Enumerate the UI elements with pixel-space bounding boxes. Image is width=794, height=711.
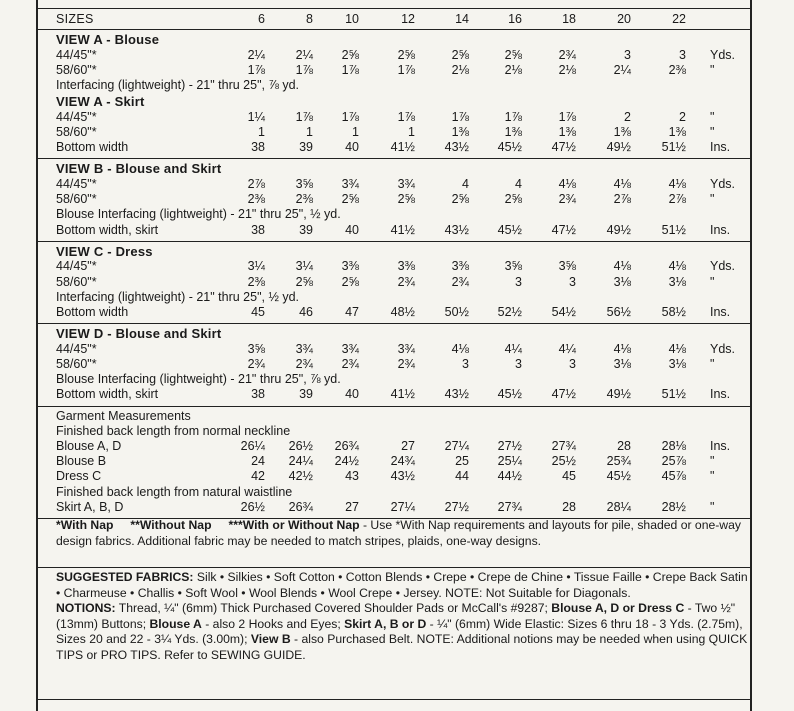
value-cell: 2⅞ (613, 192, 631, 207)
value-cell: 3⅜ (451, 259, 469, 274)
value-cell: 4⅛ (613, 341, 631, 356)
value-cell: 40 (345, 140, 359, 155)
value-cell: 2⅝ (341, 274, 359, 289)
value-cell: 1⅜ (558, 125, 576, 139)
value-cell: 3¾ (397, 341, 415, 356)
unit-label: Ins. (710, 305, 731, 319)
value-cell: 4⅛ (613, 177, 631, 191)
row-label: Garment Measurements (56, 408, 191, 423)
unit-label: " (710, 357, 715, 371)
size-header: 18 (562, 12, 576, 26)
size-header: 6 (258, 12, 265, 26)
value-cell: 3⅝ (247, 341, 265, 356)
section-title: VIEW B - Blouse and Skirt (56, 161, 222, 177)
value-cell: 1⅞ (341, 62, 359, 77)
size-header: 22 (672, 12, 686, 26)
value-cell: 25 (455, 454, 469, 469)
value-cell: 27 (401, 439, 415, 453)
value-cell: 4¼ (558, 341, 576, 356)
value-cell: 25½ (551, 454, 576, 469)
value-cell: 28 (562, 499, 576, 514)
value-cell: 2⅜ (668, 62, 686, 77)
value-cell: 2⅛ (504, 62, 522, 77)
value-cell: 2¾ (558, 192, 576, 207)
value-cell: 2¾ (341, 357, 359, 371)
value-cell: 3⅝ (295, 177, 313, 191)
value-cell: 26½ (240, 499, 265, 514)
value-cell: 28½ (661, 499, 686, 514)
value-cell: 3¾ (341, 341, 359, 356)
value-cell: 1⅞ (504, 109, 522, 124)
value-cell: 45⅞ (661, 469, 686, 484)
value-cell: 27¾ (497, 499, 522, 514)
value-cell: 26¾ (334, 439, 359, 453)
value-cell: 3¾ (295, 341, 313, 356)
divider (38, 323, 752, 324)
value-cell: 43½ (390, 469, 415, 484)
value-cell: 38 (251, 222, 265, 237)
value-cell: 2⅛ (451, 62, 469, 77)
value-cell: 3 (515, 357, 522, 371)
size-header: 20 (617, 12, 631, 26)
unit-label: Ins. (710, 439, 731, 453)
value-cell: 3¾ (397, 177, 415, 191)
value-cell: 24¾ (390, 454, 415, 469)
value-cell: 3⅛ (613, 357, 631, 371)
value-cell: 28¼ (606, 499, 631, 514)
value-cell: 28 (617, 439, 631, 453)
row-label: 58/60"* (56, 357, 97, 371)
value-cell: 3⅜ (341, 259, 359, 274)
notions-text-5: - also Purchased Belt. NOTE: Additional notions may be needed when using QUICK TIPS or PRO TIPS. Refer to SEWING GUIDE. (56, 632, 748, 662)
notions-text-2: - Two ½" (13mm) Buttons; (56, 601, 736, 631)
value-cell: 39 (299, 222, 313, 237)
value-cell: 48½ (390, 305, 415, 319)
value-cell: 2⅝ (504, 47, 522, 62)
with-or-without-nap-label: ***With or Without Nap (228, 518, 360, 532)
value-cell: 2⅝ (341, 47, 359, 62)
value-cell: 1 (352, 125, 359, 139)
value-cell: 3⅜ (397, 259, 415, 274)
value-cell: 3¼ (295, 259, 313, 274)
value-cell: 49½ (606, 140, 631, 155)
unit-label: " (710, 62, 715, 77)
value-cell: 3⅝ (504, 259, 522, 274)
value-cell: 4 (515, 177, 522, 191)
value-cell: 2 (624, 109, 631, 124)
section-title: VIEW D - Blouse and Skirt (56, 326, 222, 342)
value-cell: 52½ (497, 305, 522, 319)
value-cell: 42 (251, 469, 265, 484)
value-cell: 2⅝ (451, 47, 469, 62)
value-cell: 49½ (606, 387, 631, 402)
value-cell: 2⅜ (295, 192, 313, 207)
value-cell: 27¼ (444, 439, 469, 453)
row-label: Finished back length from normal neckline (56, 423, 291, 438)
value-cell: 2⅞ (247, 177, 265, 191)
value-cell: 4 (462, 177, 469, 191)
sizes-label: SIZES (56, 12, 94, 26)
value-cell: 39 (299, 387, 313, 402)
value-cell: 27½ (497, 439, 522, 453)
value-cell: 2⅜ (247, 192, 265, 207)
value-cell: 4⅛ (668, 177, 686, 191)
value-cell: 2¼ (247, 47, 265, 62)
value-cell: 42½ (288, 469, 313, 484)
value-cell: 4⅛ (451, 341, 469, 356)
value-cell: 1⅞ (295, 109, 313, 124)
value-cell: 47 (345, 305, 359, 319)
row-label: 58/60"* (56, 125, 97, 139)
value-cell: 41½ (390, 387, 415, 402)
value-cell: 44½ (497, 469, 522, 484)
value-cell: 56½ (606, 305, 631, 319)
notions-bold-3: Skirt A, B or D (344, 616, 427, 631)
value-cell: 3 (515, 274, 522, 289)
value-cell: 2¾ (247, 357, 265, 371)
without-nap-label: **Without Nap (130, 518, 212, 532)
value-cell: 2¾ (295, 357, 313, 371)
row-label: Finished back length from natural waistline (56, 484, 293, 499)
unit-label: Yds. (710, 177, 736, 191)
unit-label: " (710, 274, 715, 289)
value-cell: 27¼ (390, 499, 415, 514)
section-title: VIEW A - Blouse (56, 32, 160, 47)
row-label: Bottom width, skirt (56, 387, 159, 402)
value-cell: 2⅝ (504, 192, 522, 207)
value-cell: 25⅞ (661, 454, 686, 469)
size-header: 12 (401, 12, 415, 26)
notions-bold-1: Blouse A, D or Dress C (551, 601, 685, 616)
value-cell: 45½ (497, 387, 522, 402)
value-cell: 2¾ (451, 274, 469, 289)
value-cell: 1⅞ (397, 109, 415, 124)
value-cell: 45 (251, 305, 265, 319)
row-label: 44/45"* (56, 341, 97, 356)
divider (38, 29, 752, 30)
value-cell: 25¼ (497, 454, 522, 469)
row-label: Skirt A, B, D (56, 499, 124, 514)
row-label: 58/60"* (56, 62, 97, 77)
notions-text-3: - also 2 Hooks and Eyes; (201, 616, 345, 631)
value-cell: 4¼ (504, 341, 522, 356)
size-header: 16 (508, 12, 522, 26)
row-label: 58/60"* (56, 192, 97, 207)
value-cell: 3 (624, 47, 631, 62)
size-header: 8 (306, 12, 313, 26)
notions-heading: NOTIONS: (56, 601, 116, 616)
value-cell: 41½ (390, 222, 415, 237)
row-label: Bottom width (56, 305, 129, 319)
value-cell: 1 (306, 125, 313, 139)
value-cell: 58½ (661, 305, 686, 319)
value-cell: 4⅛ (668, 341, 686, 356)
value-cell: 3⅛ (668, 357, 686, 371)
unit-label: " (710, 454, 715, 469)
value-cell: 38 (251, 387, 265, 402)
value-cell: 4⅛ (613, 259, 631, 274)
value-cell: 3¾ (341, 177, 359, 191)
value-cell: 40 (345, 387, 359, 402)
value-cell: 24 (251, 454, 265, 469)
value-cell: 3⅛ (613, 274, 631, 289)
value-cell: 1⅜ (504, 125, 522, 139)
value-cell: 51½ (661, 387, 686, 402)
value-cell: 1⅜ (613, 125, 631, 139)
value-cell: 4⅛ (668, 259, 686, 274)
notions-bold-2: Blouse A (149, 616, 202, 631)
value-cell: 51½ (661, 140, 686, 155)
value-cell: 2⅜ (247, 274, 265, 289)
row-label: 44/45"* (56, 259, 97, 274)
value-cell: 50½ (444, 305, 469, 319)
row-label: 58/60"* (56, 274, 97, 289)
value-cell: 2⅝ (451, 192, 469, 207)
row-label: 44/45"* (56, 47, 97, 62)
nap-note (56, 518, 752, 549)
section-title: VIEW A - Skirt (56, 94, 145, 110)
size-header: 14 (455, 12, 469, 26)
value-cell: 2⅝ (341, 192, 359, 207)
divider (38, 241, 752, 242)
value-cell: 1¼ (247, 109, 265, 124)
value-cell: 39 (299, 140, 313, 155)
unit-label: Ins. (710, 387, 731, 402)
value-cell: 43½ (444, 140, 469, 155)
row-label: Blouse Interfacing (lightweight) - 21" thru 25", ½ yd. (56, 207, 341, 222)
fabrics-text: Silk • Silkies • Soft Cotton • Cotton Blends • Crepe • Crepe de Chine • Tissue Faille • Crepe Back Satin • Charmeuse • Challis • Soft Wool • Wool Blends • Wool Crepe • Jersey. NOTE: Not Suitable for Diagonals. (56, 570, 748, 600)
unit-label: " (710, 192, 715, 207)
notions-text-4: - ¼" (6mm) Wide Elastic: Sizes 6 thru 18 - 3 Yds. (2.75m), Sizes 20 and 22 - 3¼ Yds. (3.00m); (56, 616, 743, 647)
value-cell: 25¾ (606, 454, 631, 469)
value-cell: 3 (679, 47, 686, 62)
row-label: Dress C (56, 469, 102, 484)
notions-text-1: Thread, ¼" (6mm) Thick Purchased Covered Shoulder Pads or McCall's #9287; (115, 601, 552, 616)
value-cell: 47½ (551, 140, 576, 155)
value-cell: 2⅝ (397, 47, 415, 62)
unit-label: Yds. (710, 259, 736, 274)
divider (38, 158, 752, 159)
value-cell: 26¾ (288, 499, 313, 514)
fabrics-heading: SUGGESTED FABRICS: (56, 570, 194, 584)
value-cell: 43½ (444, 387, 469, 402)
value-cell: 47½ (551, 387, 576, 402)
value-cell: 1⅞ (295, 62, 313, 77)
notions-bold-4: View B (250, 632, 291, 647)
value-cell: 3¼ (247, 259, 265, 274)
value-cell: 45½ (606, 469, 631, 484)
value-cell: 40 (345, 222, 359, 237)
unit-label: " (710, 499, 715, 514)
unit-label: " (710, 125, 715, 139)
value-cell: 45 (562, 469, 576, 484)
with-nap-label: *With Nap (56, 518, 114, 532)
row-label: Interfacing (lightweight) - 21" thru 25", ⅞ yd. (56, 78, 300, 92)
value-cell: 2¾ (397, 357, 415, 371)
row-label: Blouse B (56, 454, 107, 469)
divider (38, 699, 752, 700)
value-cell: 27 (345, 499, 359, 514)
value-cell: 46 (299, 305, 313, 319)
nap-note-text: - Use *With Nap requirements and layouts for pile, shaded or one-way design fabrics. Additional fabric may be needed to match stripes, plaids, one-way designs. (56, 518, 741, 548)
value-cell: 45½ (497, 140, 522, 155)
value-cell: 24¼ (288, 454, 313, 469)
value-cell: 1 (258, 125, 265, 139)
unit-label: Yds. (710, 47, 736, 62)
value-cell: 2¼ (613, 62, 631, 77)
divider (38, 567, 752, 568)
value-cell: 26¼ (240, 439, 265, 453)
row-label: 44/45"* (56, 109, 97, 124)
value-cell: 26½ (288, 439, 313, 453)
size-header: 10 (345, 12, 359, 26)
value-cell: 1⅜ (668, 125, 686, 139)
value-cell: 41½ (390, 140, 415, 155)
value-cell: 3⅝ (558, 259, 576, 274)
row-label: 44/45"* (56, 177, 97, 191)
value-cell: 51½ (661, 222, 686, 237)
value-cell: 27¾ (551, 439, 576, 453)
section-title: VIEW C - Dress (56, 243, 153, 259)
value-cell: 44 (455, 469, 469, 484)
value-cell: 2¼ (295, 47, 313, 62)
value-cell: 27½ (444, 499, 469, 514)
unit-label: " (710, 109, 715, 124)
value-cell: 1⅞ (247, 62, 265, 77)
value-cell: 1⅞ (451, 109, 469, 124)
value-cell: 45½ (497, 222, 522, 237)
value-cell: 4⅛ (558, 177, 576, 191)
value-cell: 2⅝ (295, 274, 313, 289)
value-cell: 3 (569, 357, 576, 371)
value-cell: 1 (408, 125, 415, 139)
value-cell: 1⅞ (558, 109, 576, 124)
unit-label: Ins. (710, 140, 731, 155)
yardage-table (38, 0, 758, 514)
row-label: Blouse A, D (56, 439, 122, 453)
unit-label: Yds. (710, 341, 736, 356)
value-cell: 2¾ (397, 274, 415, 289)
divider (38, 8, 752, 9)
unit-label: Ins. (710, 222, 731, 237)
value-cell: 24½ (334, 454, 359, 469)
row-label: Blouse Interfacing (lightweight) - 21" thru 25", ⅞ yd. (56, 372, 341, 387)
value-cell: 1⅜ (451, 125, 469, 139)
value-cell: 1⅞ (341, 109, 359, 124)
value-cell: 54½ (551, 305, 576, 319)
value-cell: 2⅝ (397, 192, 415, 207)
divider (38, 406, 752, 407)
pattern-envelope-sheet (36, 0, 752, 711)
value-cell: 1⅞ (397, 62, 415, 77)
value-cell: 43 (345, 469, 359, 484)
value-cell: 2⅛ (558, 62, 576, 77)
value-cell: 3⅛ (668, 274, 686, 289)
fabrics-and-notions (56, 570, 752, 664)
value-cell: 3 (569, 274, 576, 289)
value-cell: 2⅞ (668, 192, 686, 207)
row-label: Bottom width (56, 140, 129, 155)
row-label: Interfacing (lightweight) - 21" thru 25", ½ yd. (56, 289, 300, 304)
value-cell: 2 (679, 109, 686, 124)
value-cell: 47½ (551, 222, 576, 237)
value-cell: 28⅛ (661, 439, 686, 453)
value-cell: 43½ (444, 222, 469, 237)
value-cell: 2¾ (558, 47, 576, 62)
row-label: Bottom width, skirt (56, 222, 159, 237)
value-cell: 49½ (606, 222, 631, 237)
unit-label: " (710, 469, 715, 484)
value-cell: 3 (462, 357, 469, 371)
value-cell: 38 (251, 140, 265, 155)
